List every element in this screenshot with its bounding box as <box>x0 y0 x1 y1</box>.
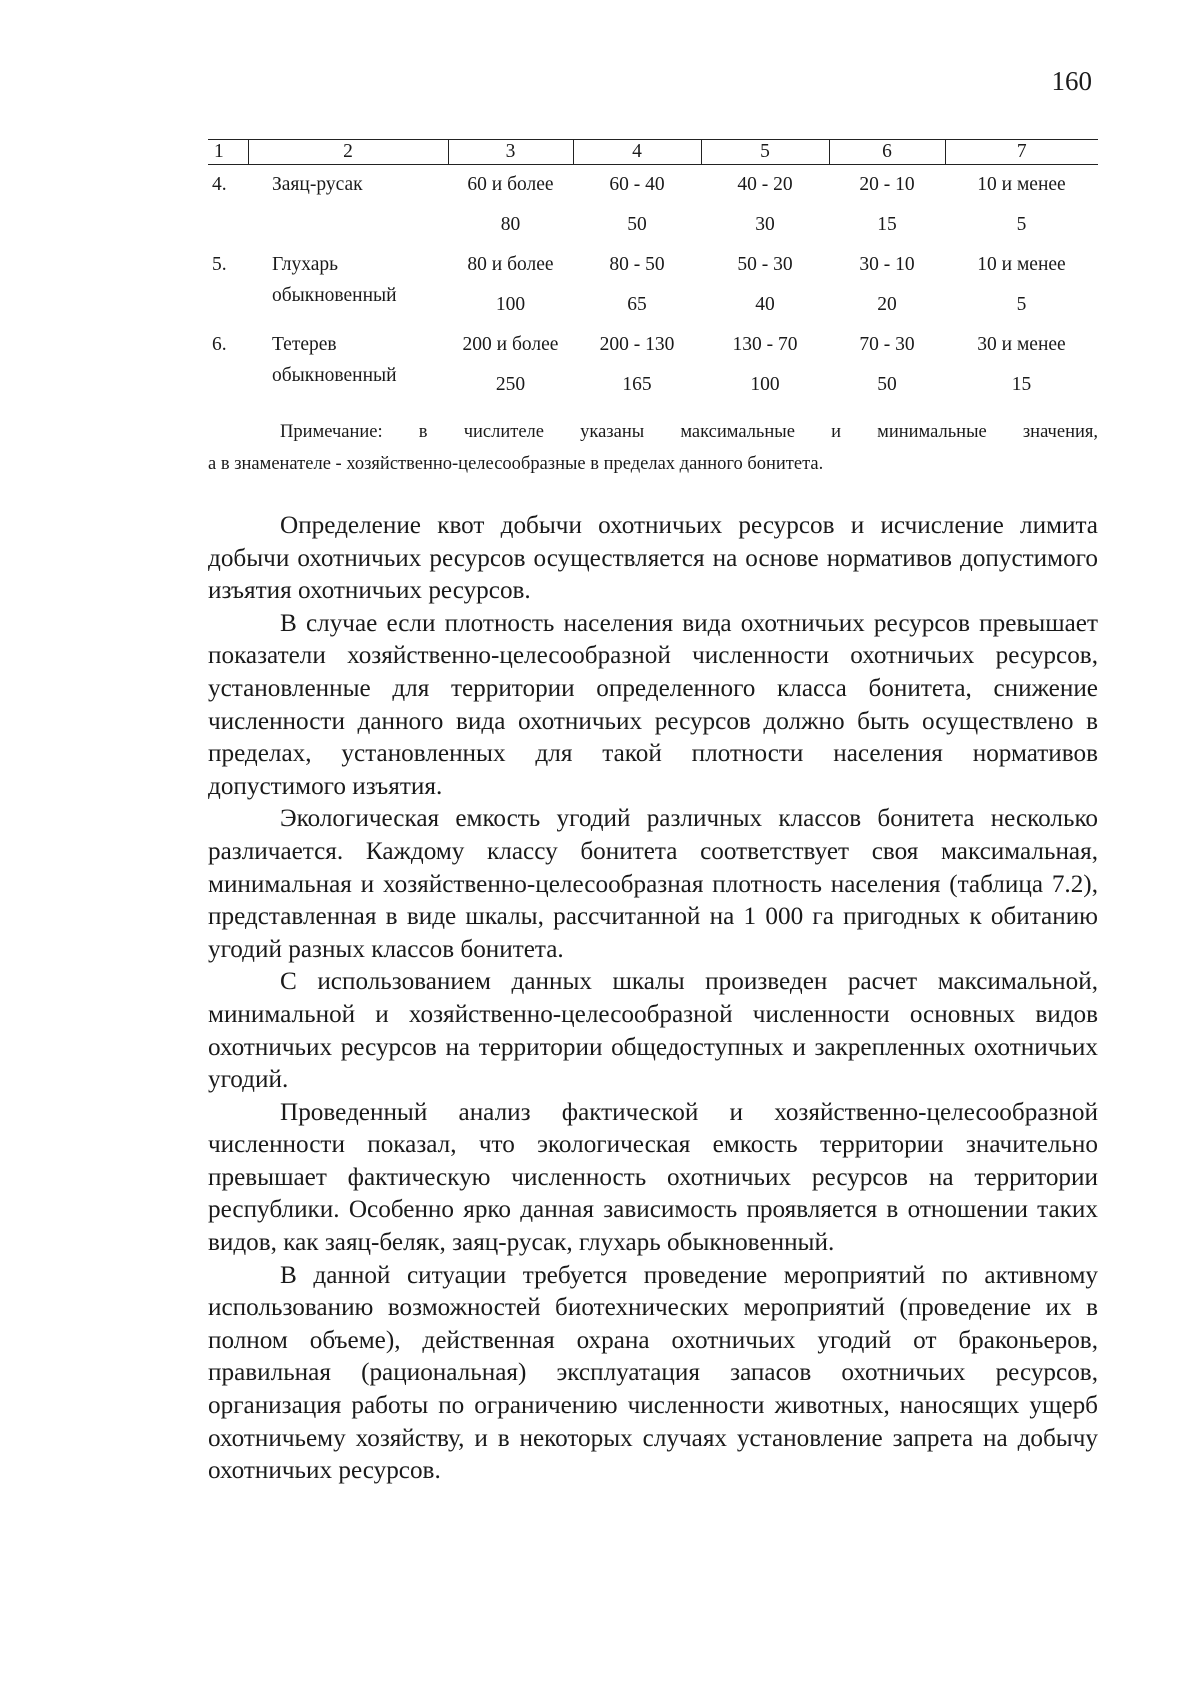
table-row <box>208 365 1098 405</box>
table-cell: 100 <box>750 374 780 395</box>
species-name: Тетерев <box>272 334 337 355</box>
column-header: 1 <box>208 140 248 165</box>
paragraph: В случае если плотность населения вида охотничьих ресурсов превышает показатели хозяйственно-целесообразной численности охотничьих ресурсов, установленные для территории определенного класса бонитета, снижение численности данного вида охотничьих ресурсов должно быть осуществлено в пределах, установленных для такой плотности населения нормативов допустимого изъятия. <box>208 609 1098 800</box>
column-header: 2 <box>248 140 448 165</box>
table-cell: 250 <box>495 374 526 395</box>
table-cell: 10 и менее <box>977 254 1066 275</box>
table-cell: 65 <box>627 294 647 315</box>
column-header: 3 <box>448 140 573 165</box>
paragraph: В данной ситуации требуется проведение мероприятий по активному использованию возможностей биотехнических мероприятий (проведение их в полном объеме), действенная охрана охотничьих угодий от браконьеров, правильная (рациональная) эксплуатация запасов охотничьих ресурсов, организация работы по ограничению численности животных, наносящих ущерб охотничьему хозяйству, и в некоторых случаях установление запрета на добычу охотничьих ресурсов. <box>208 1261 1098 1485</box>
table-row <box>208 245 1098 285</box>
row-number: 4. <box>212 174 227 195</box>
table-cell: 50 <box>877 374 897 395</box>
table-cell: 50 - 30 <box>737 254 793 275</box>
table-cell: 20 <box>877 294 897 315</box>
paragraph: С использованием данных шкалы произведен расчет максимальной, минимальной и хозяйственно-целесообразной численности основных видов охотничьих ресурсов на территории общедоступных и закрепленных охотничьих угодий. <box>208 968 1098 1094</box>
column-header: 7 <box>945 140 1098 165</box>
table-cell: 80 - 50 <box>609 254 665 275</box>
note-line-1: Примечание: в числителе указаны максимальные и минимальные значения, <box>280 422 1098 442</box>
table-cell: 130 - 70 <box>732 334 798 355</box>
table-cell: 30 и менее <box>977 334 1066 355</box>
species-name: Глухарь <box>272 254 339 275</box>
paragraph: Экологическая емкость угодий различных классов бонитета несколько различается. Каждому классу бонитета соответствует своя максимальная, минимальная и хозяйственно-целесообразная плотность населения (таблица 7.2), представленная в виде шкалы, рассчитанной на 1 000 га пригодных к обитанию угодий разных классов бонитета. <box>208 805 1098 963</box>
table-cell: 40 <box>755 294 775 315</box>
bonitet-table <box>208 139 1098 405</box>
table-cell: 40 - 20 <box>737 174 793 195</box>
row-number: 6. <box>212 334 227 355</box>
table-cell: 15 <box>1011 374 1032 395</box>
table-cell: 70 - 30 <box>859 334 915 355</box>
table-cell: 200 - 130 <box>599 334 675 355</box>
table-cell: 200 и более <box>462 334 559 355</box>
bonitet-table-wrapper <box>208 139 1098 405</box>
table-cell: 20 - 10 <box>859 174 915 195</box>
body-text <box>208 510 1098 1488</box>
column-header: 6 <box>829 140 945 165</box>
species-name-continued: обыкновенный <box>272 365 397 386</box>
table-cell: 30 - 10 <box>859 254 915 275</box>
table-cell: 30 <box>755 214 775 235</box>
table-cell: 5 <box>1016 294 1027 315</box>
table-row <box>208 205 1098 245</box>
table-cell: 10 и менее <box>977 174 1066 195</box>
table-cell: 80 и более <box>467 254 554 275</box>
table-cell: 60 и более <box>467 174 554 195</box>
species-name-continued: обыкновенный <box>272 285 397 306</box>
table-cell: 100 <box>495 294 526 315</box>
table-cell: 165 <box>622 374 652 395</box>
table-row <box>208 325 1098 365</box>
species-name: Заяц-русак <box>272 174 363 195</box>
table-cell: 15 <box>877 214 897 235</box>
column-header: 4 <box>573 140 701 165</box>
table-header-row <box>208 140 1098 165</box>
table-row <box>208 285 1098 325</box>
column-header: 5 <box>701 140 829 165</box>
species-name-continued <box>248 205 448 245</box>
page-number: 160 <box>1051 66 1092 96</box>
table-note <box>208 416 1098 480</box>
paragraph: Определение квот добычи охотничьих ресурсов и исчисление лимита добычи охотничьих ресурсов осуществляется на основе нормативов допустимого изъятия охотничьих ресурсов. <box>208 512 1098 605</box>
table-cell: 50 <box>627 214 647 235</box>
row-number: 5. <box>212 254 227 275</box>
paragraph: Проведенный анализ фактической и хозяйственно-целесообразной численности показал, что экологическая емкость территории значительно превышает фактическую численность охотничьих ресурсов на территории республики. Особенно ярко данная зависимость проявляется в отношении таких видов, как заяц-беляк, заяц-русак, глухарь обыкновенный. <box>208 1098 1098 1257</box>
table-cell: 5 <box>1016 214 1027 235</box>
table-cell: 80 <box>500 214 521 235</box>
table-row <box>208 165 1098 206</box>
table-cell: 60 - 40 <box>609 174 665 195</box>
note-line-2: а в знаменателе - хозяйственно-целесообразные в пределах данного бонитета. <box>208 454 824 474</box>
